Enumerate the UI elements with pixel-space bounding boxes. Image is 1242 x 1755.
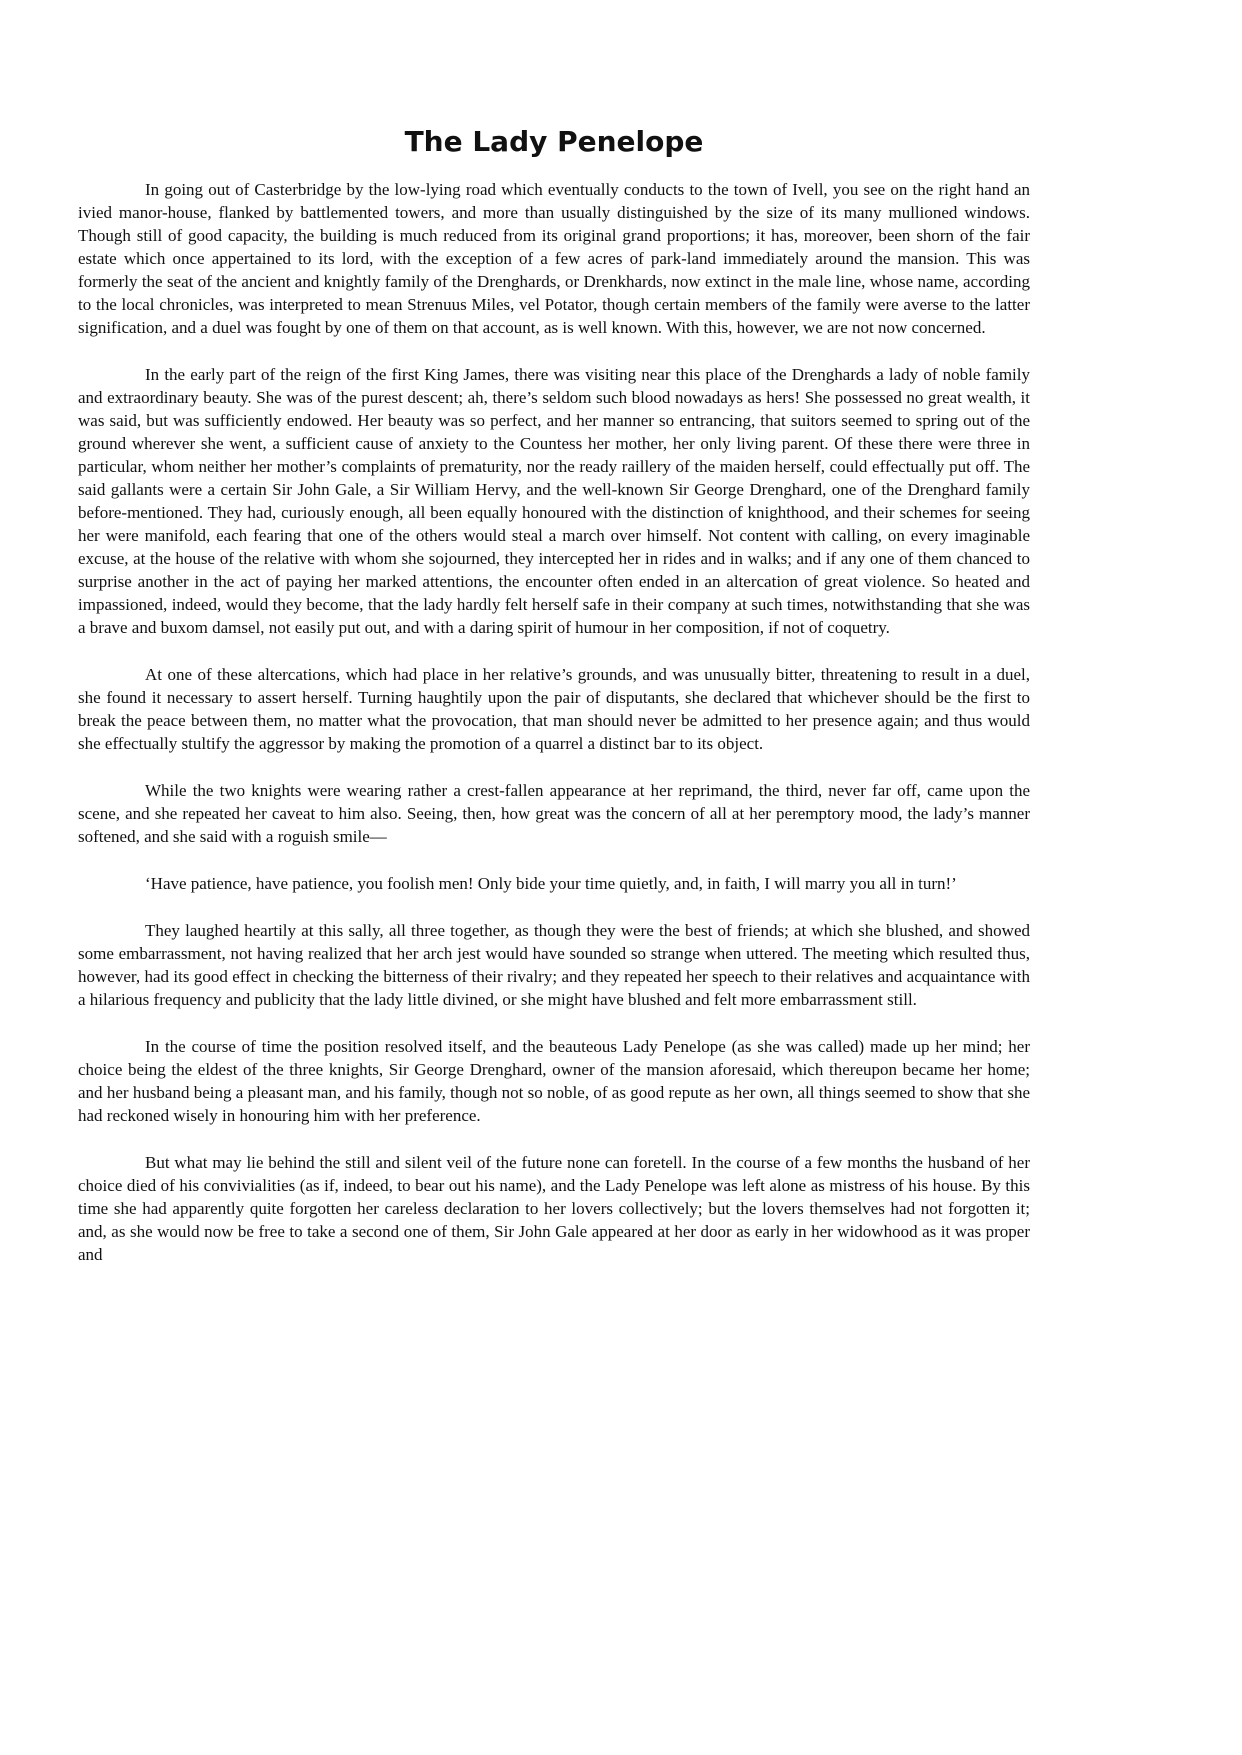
paragraph-2: In the early part of the reign of the first King James, there was visiting near this place of the Drenghards a lady of noble family and extraordinary beauty. She was of the purest descent; ah, there’s seldom such blood nowadays as hers! She possessed no great wealth, it was said, but was sufficiently endowed. Her beauty was so perfect, and her manner so entrancing, that suitors seemed to spring out of the ground wherever she went, a sufficient cause of anxiety to the Countess her mother, her only living parent. Of these there were three in particular, whom neither her mother’s complaints of prematurity, nor the ready raillery of the maiden herself, could effectually put off. The said gallants were a certain Sir John Gale, a Sir William Hervy, and the well-known Sir George Drenghard, one of the Drenghard family before-mentioned. They had, curiously enough, all been equally honoured with the distinction of knighthood, and their schemes for seeing her were manifold, each fearing that one of the others would steal a march over himself. Not content with calling, on every imaginable excuse, at the house of the relative with whom she sojourned, they intercepted her in rides and in walks; and if any one of them chanced to surprise another in the act of paying her marked attentions, the encounter often ended in an altercation of great violence. So heated and impassioned, indeed, would they become, that the lady hardly felt herself safe in their company at such times, notwithstanding that she was a brave and buxom damsel, not easily put out, and with a daring spirit of humour in her composition, if not of coquetry. <box>78 365 1030 637</box>
paragraph-3: At one of these altercations, which had place in her relative’s grounds, and was unusually bitter, threatening to result in a duel, she found it necessary to assert herself. Turning haughtily upon the pair of disputants, she declared that whichever should be the first to break the peace between them, no matter what the provocation, that man should never be admitted to her presence again; and thus would she effectually stultify the aggressor by making the promotion of a quarrel a distinct bar to its object. <box>78 665 1030 753</box>
paragraph-5: ‘Have patience, have patience, you foolish men! Only bide your time quietly, and, in faith, I will marry you all in turn!’ <box>145 874 957 893</box>
paragraph-6: They laughed heartily at this sally, all three together, as though they were the best of friends; at which she blushed, and showed some embarrassment, not having realized that her arch jest would have sounded so strange when uttered. The meeting which resulted thus, however, had its good effect in checking the bitterness of their rivalry; and they repeated her speech to their relatives and acquaintance with a hilarious frequency and publicity that the lady little divined, or she might have blushed and felt more embarrassment still. <box>78 921 1030 1009</box>
page-title: The Lady Penelope <box>404 125 704 158</box>
paragraph-4: While the two knights were wearing rather a crest-fallen appearance at her reprimand, the third, never far off, came upon the scene, and she repeated her caveat to him also. Seeing, then, how great was the concern of all at her peremptory mood, the lady’s manner softened, and she said with a roguish smile— <box>78 781 1030 846</box>
paragraph-7: In the course of time the position resolved itself, and the beauteous Lady Penelope (as she was called) made up her mind; her choice being the eldest of the three knights, Sir George Drenghard, owner of the mansion aforesaid, which thereupon became her home; and her husband being a pleasant man, and his family, though not so noble, of as good repute as her own, all things seemed to show that she had reckoned wisely in honouring him with her preference. <box>78 1037 1030 1125</box>
paragraph-1: In going out of Casterbridge by the low-lying road which eventually conducts to the town of Ivell, you see on the right hand an ivied manor-house, flanked by battlemented towers, and more than usually distinguished by the size of its many mullioned windows. Though still of good capacity, the building is much reduced from its original grand proportions; it has, moreover, been shorn of the fair estate which once appertained to its lord, with the exception of a few acres of park-land immediately around the mansion. This was formerly the seat of the ancient and knightly family of the Drenghards, or Drenkhards, now extinct in the male line, whose name, according to the local chronicles, was interpreted to mean Strenuus Miles, vel Potator, though certain members of the family were averse to the latter signification, and a duel was fought by one of them on that account, as is well known. With this, however, we are not now concerned. <box>78 180 1030 337</box>
paragraph-8: But what may lie behind the still and silent veil of the future none can foretell. In the course of a few months the husband of her choice died of his convivialities (as if, indeed, to bear out his name), and the Lady Penelope was left alone as mistress of his house. By this time she had apparently quite forgotten her careless declaration to her lovers collectively; but the lovers themselves had not forgotten it; and, as she would now be free to take a second one of them, Sir John Gale appeared at her door as early in her widowhood as it was proper and <box>78 1153 1030 1264</box>
document-page <box>78 124 1030 1266</box>
